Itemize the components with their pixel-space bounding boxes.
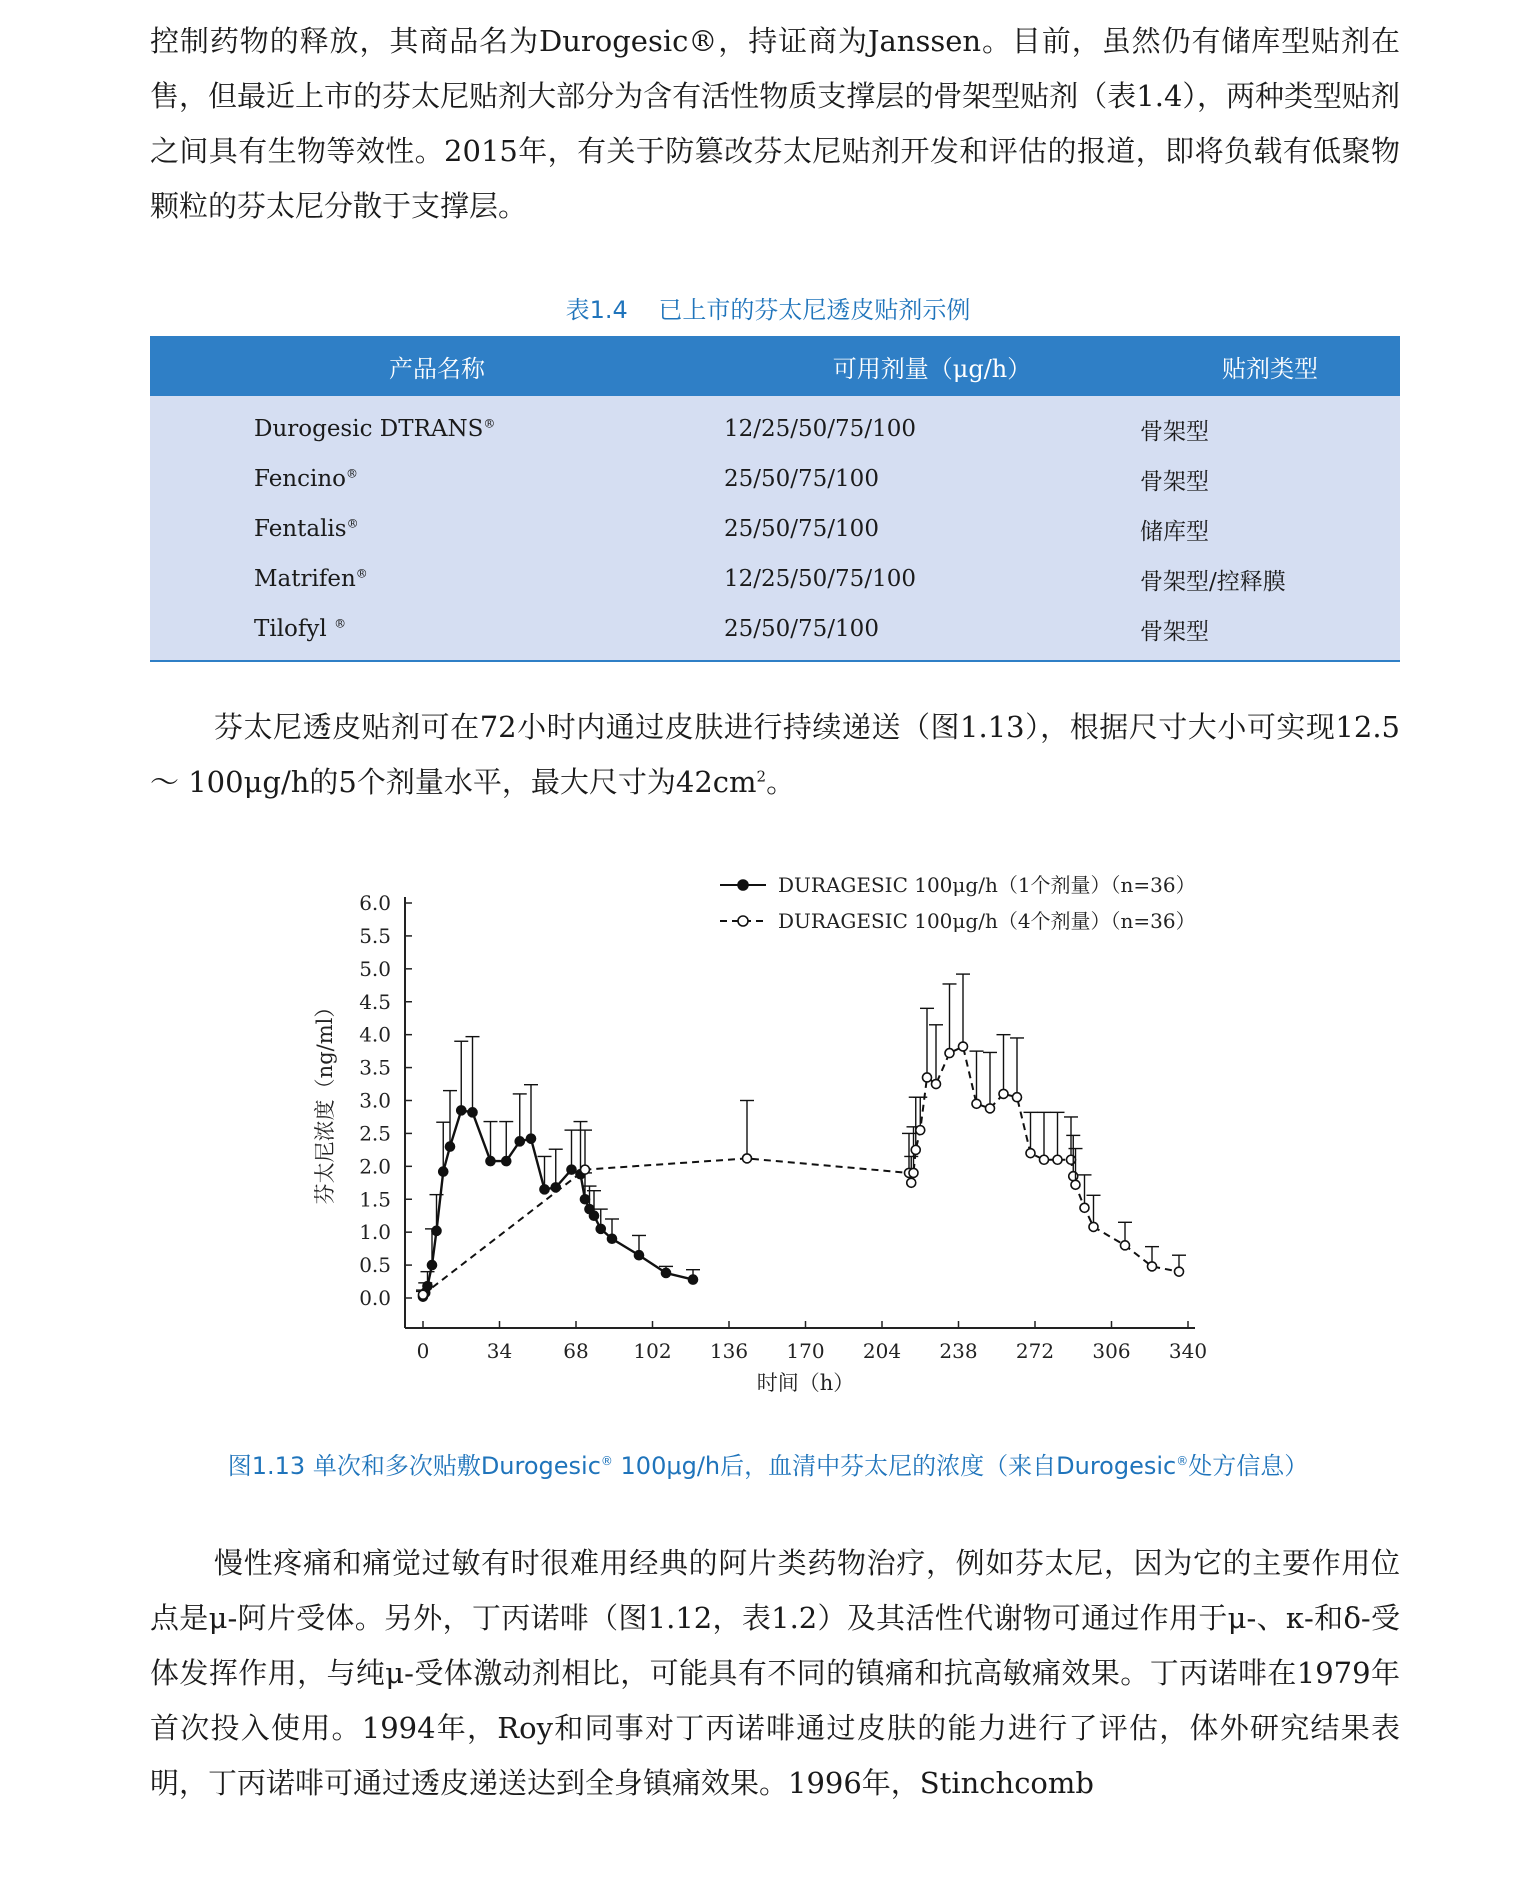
y-tick-label: 0.5 <box>359 1253 391 1278</box>
y-tick-label: 2.0 <box>359 1154 391 1179</box>
data-point <box>581 1195 590 1204</box>
x-tick-label: 0 <box>416 1339 430 1363</box>
cell-product-name: Fencino® <box>254 466 359 492</box>
cell-dose: 12/25/50/75/100 <box>724 566 916 592</box>
data-point <box>635 1251 644 1260</box>
table-header-row <box>150 336 1400 396</box>
legend-label: DURAGESIC 100μg/h（4个剂量）（n=36） <box>778 909 1196 933</box>
data-point <box>959 1042 968 1051</box>
data-point <box>432 1226 441 1235</box>
table-row <box>150 454 1400 504</box>
data-point <box>527 1134 536 1143</box>
data-point <box>515 1137 524 1146</box>
x-axis-label: 时间（h） <box>756 1371 855 1395</box>
x-tick-label: 34 <box>486 1339 513 1363</box>
cell-patch-type: 骨架型 <box>1140 418 1209 445</box>
data-point <box>419 1290 428 1299</box>
data-point <box>1121 1241 1130 1250</box>
data-point <box>1089 1222 1098 1231</box>
figure-caption: 图1.13 单次和多次贴敷Durogesic® 100μg/h后，血清中芬太尼的浓度（来自Durogesic®处方信息） <box>227 1452 1309 1480</box>
legend-marker <box>738 880 748 890</box>
data-point <box>590 1211 599 1220</box>
header-patch-type: 贴剂类型 <box>1222 354 1318 383</box>
paragraph-buprenorphine: 慢性疼痛和痛觉过敏有时很难用经典的阿片类药物治疗，例如芬太尼，因为它的主要作用位点是μ-阿片受体。另外，丁丙诺啡（图1.12，表1.2）及其活性代谢物可通过作用于μ-、κ-和δ-受体发挥作用，与纯μ-受体激动剂相比，可能具有不同的镇痛和抗高敏痛效果。丁丙诺啡在1979年首次投入使用。1994年，Roy和同事对丁丙诺啡通过皮肤的能力进行了评估，体外研究结果表明，丁丙诺啡可通过透皮递送达到全身镇痛效果。1996年，Stinchcomb <box>150 1546 1400 1800</box>
y-axis-label: 芬太尼浓度（ng/ml） <box>313 996 337 1205</box>
cell-product-name: Fentalis® <box>254 516 359 542</box>
x-tick-label: 68 <box>563 1339 589 1363</box>
concentration-chart <box>280 860 1260 1420</box>
data-point <box>439 1167 448 1176</box>
data-point <box>972 1099 981 1108</box>
x-tick-label: 170 <box>786 1339 825 1363</box>
y-tick-label: 5.5 <box>359 923 391 948</box>
data-point <box>662 1268 671 1277</box>
cell-dose: 25/50/75/100 <box>724 516 879 542</box>
data-point <box>468 1108 477 1117</box>
data-point <box>689 1275 698 1284</box>
x-tick-label: 272 <box>1015 1339 1055 1363</box>
series-line-1 <box>423 1110 693 1296</box>
table-row <box>150 554 1400 604</box>
data-point <box>1071 1180 1080 1189</box>
table-row <box>150 396 1400 454</box>
x-tick-label: 306 <box>1092 1339 1131 1363</box>
x-tick-label: 340 <box>1168 1339 1208 1363</box>
y-tick-label: 2.5 <box>359 1121 391 1146</box>
y-tick-label: 1.0 <box>359 1220 391 1245</box>
data-point <box>423 1282 432 1291</box>
x-tick-label: 238 <box>939 1339 978 1363</box>
cell-dose: 25/50/75/100 <box>724 616 879 642</box>
y-tick-label: 4.5 <box>359 989 391 1014</box>
data-point <box>608 1234 617 1243</box>
data-point <box>909 1168 918 1177</box>
legend-label: DURAGESIC 100μg/h（1个剂量）（n=36） <box>778 873 1196 897</box>
data-point <box>567 1165 576 1174</box>
data-point <box>1040 1155 1049 1164</box>
y-tick-label: 3.0 <box>359 1088 391 1113</box>
data-point <box>581 1165 590 1174</box>
data-point <box>907 1178 916 1187</box>
legend-marker <box>738 916 748 926</box>
data-point <box>923 1073 932 1082</box>
data-point <box>540 1185 549 1194</box>
y-tick-label: 4.0 <box>359 1022 391 1047</box>
data-point <box>502 1157 511 1166</box>
x-tick-label: 102 <box>633 1339 672 1363</box>
series-line-2 <box>423 1047 1179 1295</box>
data-point <box>446 1142 455 1151</box>
paragraph-fentanyl-delivery: 芬太尼透皮贴剂可在72小时内通过皮肤进行持续递送（图1.13），根据尺寸大小可实现12.5 ～ 100μg/h的5个剂量水平，最大尺寸为$42cm^2$。 <box>150 710 1400 799</box>
cell-dose: 12/25/50/75/100 <box>724 416 916 442</box>
y-tick-label: 1.5 <box>359 1187 391 1212</box>
paragraph-intro: 控制药物的释放，其商品名为Durogesic®，持证商为Janssen。目前，虽然仍有储库型贴剂在售，但最近上市的芬太尼贴剂大部分为含有活性物质支撑层的骨架型贴剂（表1.4），两种类型贴剂之间具有生物等效性。2015年，有关于防篡改芬太尼贴剂开发和评估的报道，即将负载有低聚物颗粒的芬太尼分散于支撑层。 <box>150 24 1400 223</box>
data-point <box>945 1049 954 1058</box>
cell-patch-type: 骨架型 <box>1140 618 1209 645</box>
table-row <box>150 504 1400 554</box>
data-point <box>1148 1262 1157 1271</box>
data-point <box>428 1261 437 1270</box>
data-point <box>999 1089 1008 1098</box>
data-point <box>916 1126 925 1135</box>
cell-product-name: Tilofyl ® <box>254 616 347 642</box>
data-point <box>486 1157 495 1166</box>
data-point <box>457 1106 466 1115</box>
table-row <box>150 604 1400 661</box>
data-point <box>1053 1155 1062 1164</box>
cell-dose: 25/50/75/100 <box>724 466 879 492</box>
data-point <box>1013 1093 1022 1102</box>
y-tick-label: 3.5 <box>359 1055 391 1080</box>
x-tick-label: 204 <box>862 1339 902 1363</box>
data-point <box>911 1145 920 1154</box>
data-point <box>932 1080 941 1089</box>
y-tick-label: 6.0 <box>359 891 391 915</box>
data-point <box>1080 1203 1089 1212</box>
cell-product-name: Durogesic DTRANS® <box>254 416 496 442</box>
header-product-name: 产品名称 <box>389 354 485 383</box>
cell-product-name: Matrifen® <box>254 566 368 592</box>
cell-patch-type: 储库型 <box>1140 518 1209 545</box>
table-caption: 表1.4 已上市的芬太尼透皮贴剂示例 <box>565 296 971 324</box>
product-table <box>150 336 1400 662</box>
data-point <box>1026 1149 1035 1158</box>
y-tick-label: 5.0 <box>359 956 391 981</box>
data-point <box>986 1104 995 1113</box>
data-point <box>596 1224 605 1233</box>
data-point <box>1175 1267 1184 1276</box>
data-point <box>1069 1172 1078 1181</box>
y-tick-label: 0.0 <box>359 1286 391 1310</box>
cell-patch-type: 骨架型 <box>1140 468 1209 495</box>
x-tick-label: 136 <box>709 1339 749 1363</box>
data-point <box>1067 1155 1076 1164</box>
header-dose: 可用剂量（μg/h） <box>832 354 1032 383</box>
chart-svg <box>280 860 1260 1420</box>
cell-patch-type: 骨架型/控释膜 <box>1140 568 1286 595</box>
data-point <box>743 1154 752 1163</box>
